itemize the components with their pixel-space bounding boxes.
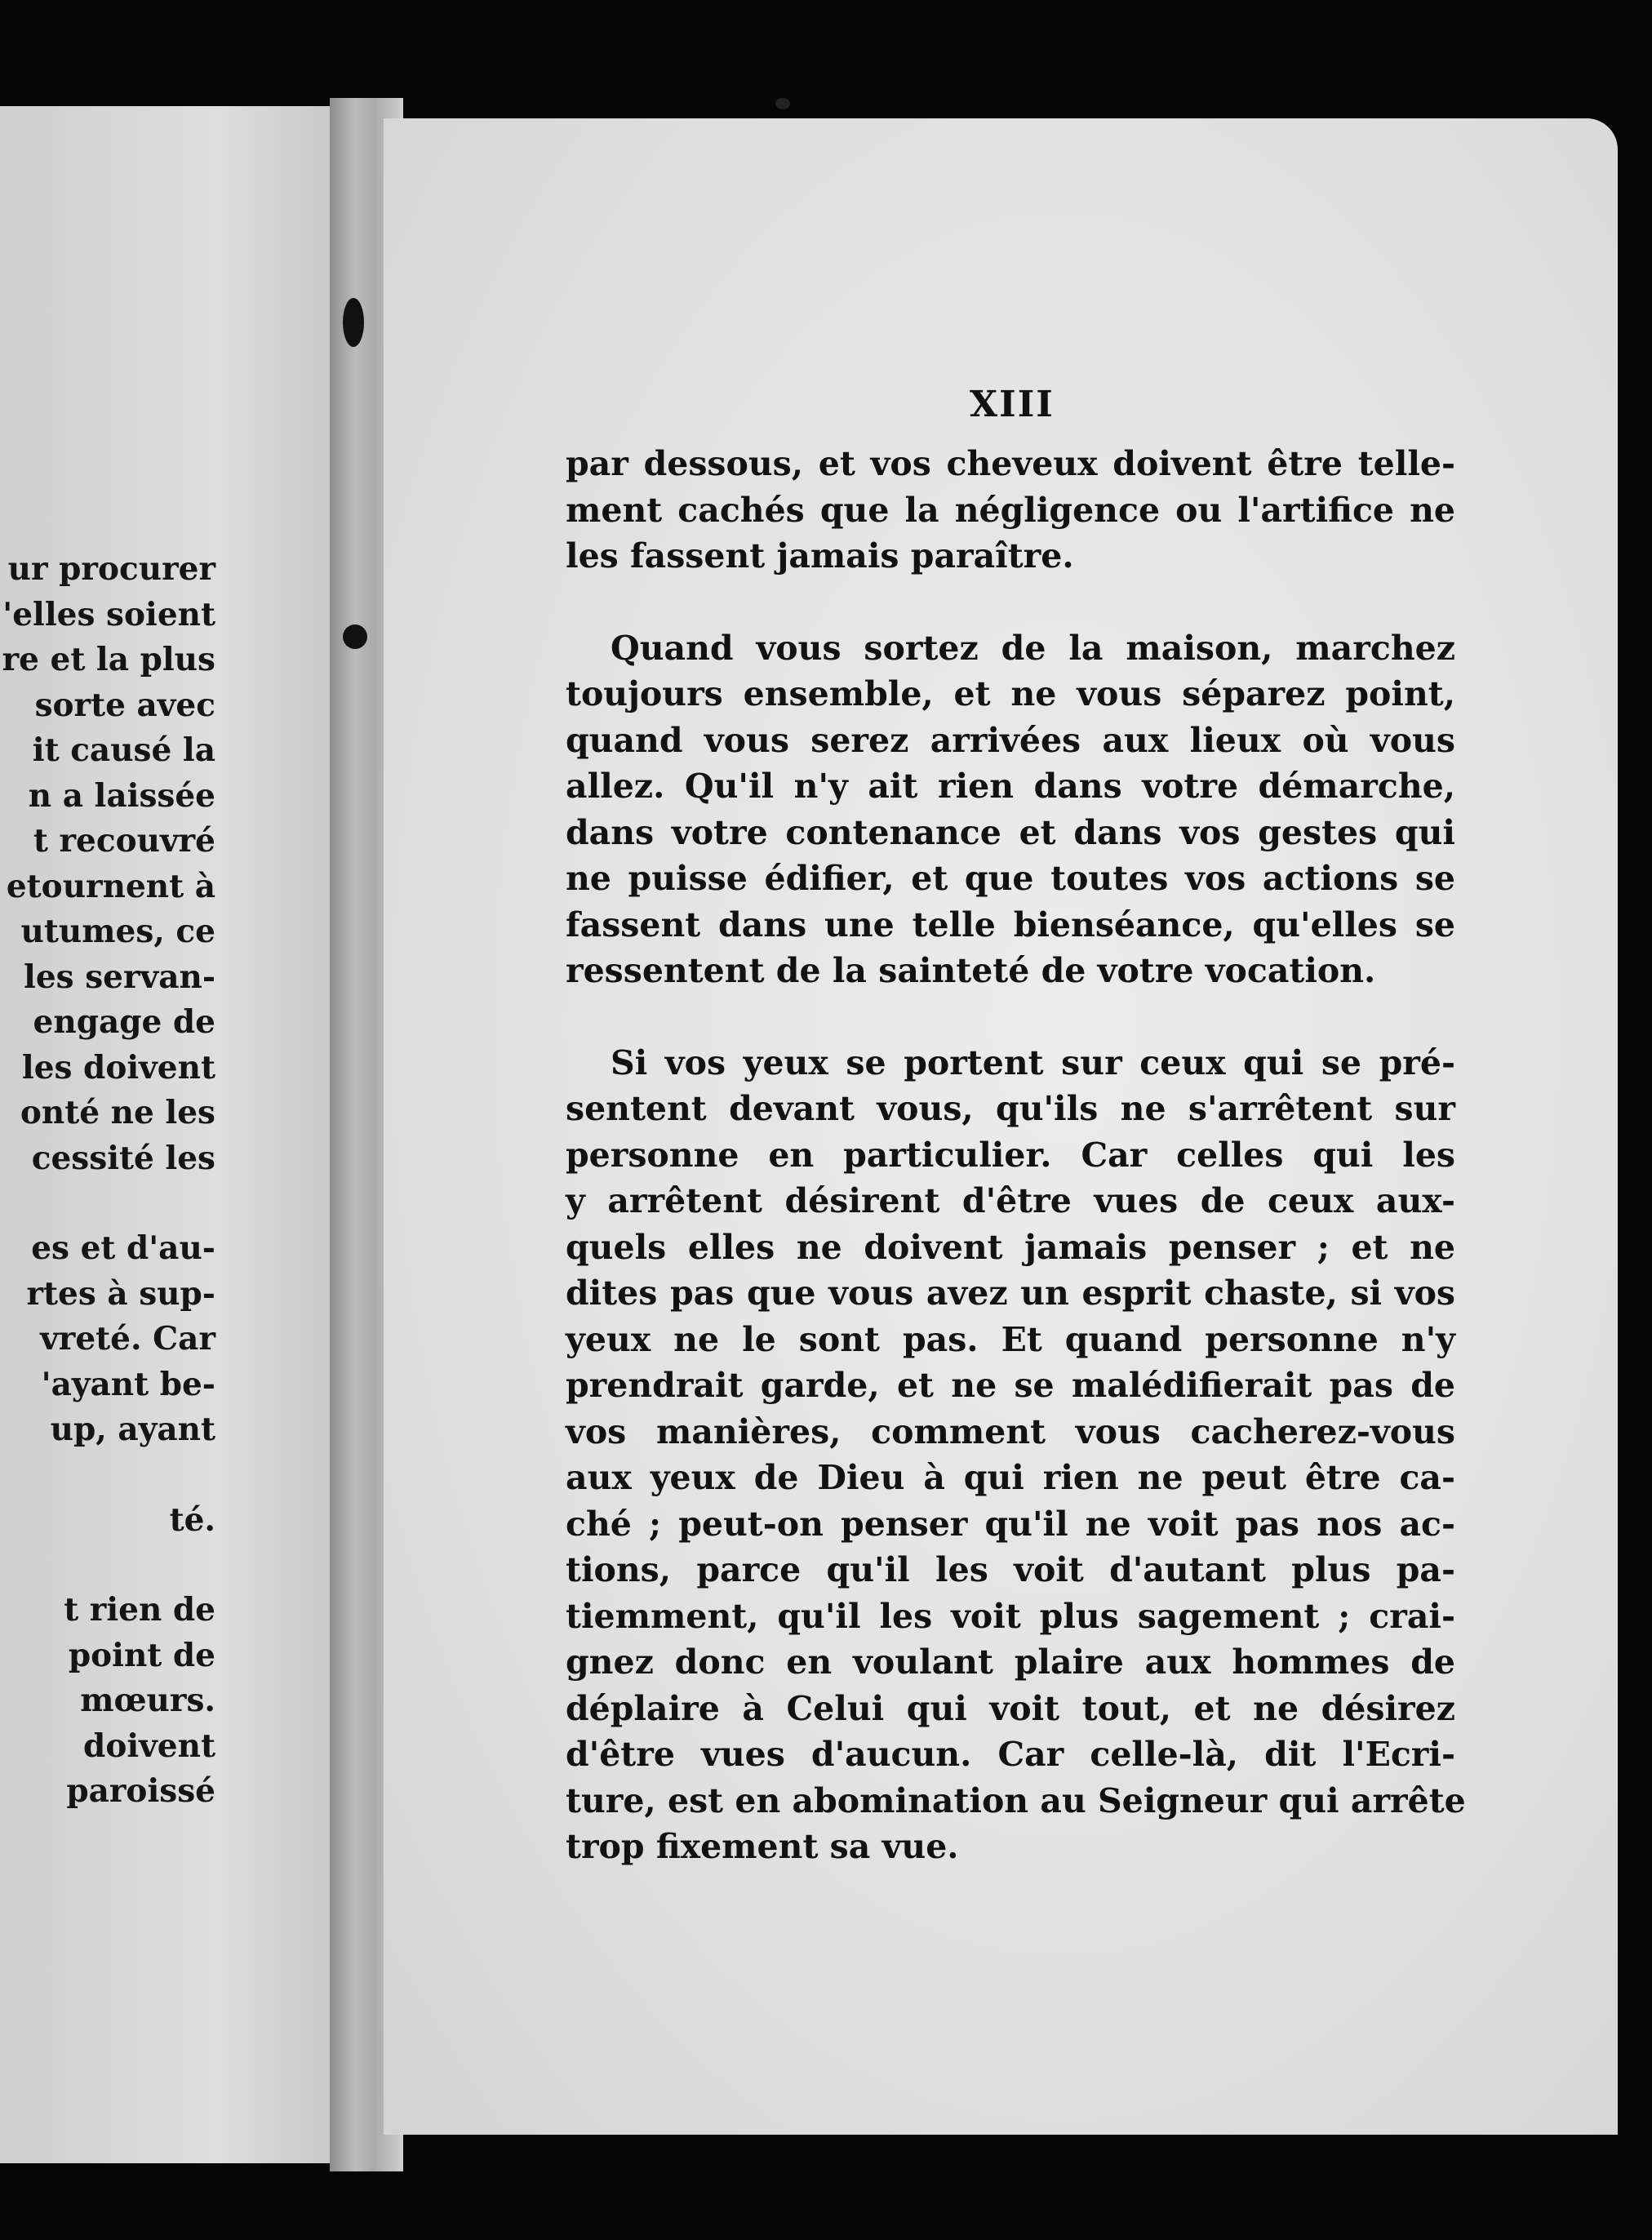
text-line: ressentent de la sainteté de votre vocation.	[566, 951, 1376, 990]
left-page-line: up, ayant	[50, 1411, 215, 1448]
text-line: tions, parce qu'il les voit d'autant plus pa-	[566, 1550, 1455, 1589]
text-line: dans votre contenance et dans vos gestes qui	[566, 812, 1455, 852]
text-line: trop fixement sa vue.	[566, 1827, 959, 1866]
text-line: Si vos yeux se portent sur ceux qui se pré-	[611, 1042, 1455, 1082]
page-number: XIII	[970, 384, 1055, 425]
text-line: allez. Qu'il n'y ait rien dans votre démarche,	[566, 767, 1455, 806]
left-page-line	[0, 1453, 215, 1498]
left-facing-page	[0, 106, 359, 2163]
left-page-line: it causé la	[32, 731, 215, 769]
binding-mark	[343, 624, 367, 649]
text-line: fassent dans une telle bienséance, qu'elles se	[566, 904, 1455, 944]
left-page-line: ur procurer	[7, 550, 215, 588]
left-page-line: re et la plus	[2, 641, 215, 678]
text-line: les fassent jamais paraître.	[566, 536, 1074, 576]
page-body	[566, 441, 1466, 1870]
text-line: ne puisse édifier, et que toutes vos actions se	[566, 859, 1455, 898]
left-page-line: doivent	[83, 1727, 215, 1765]
text-line: ment cachés que la négligence ou l'artifice ne	[566, 490, 1455, 530]
left-page-line	[0, 1181, 215, 1226]
paragraph	[566, 441, 1455, 580]
left-page-line: es et d'au-	[31, 1229, 215, 1267]
text-line: par dessous, et vos cheveux doivent être telle-	[566, 444, 1455, 483]
left-page-line: t recouvré	[33, 822, 215, 860]
text-line: personne en particulier. Car celles qui les	[566, 1135, 1455, 1175]
text-line: y arrêtent désirent d'être vues de ceux aux-	[566, 1181, 1455, 1220]
left-page-line: mœurs.	[80, 1682, 215, 1719]
left-page-line	[0, 1543, 215, 1588]
text-line: vos manières, comment vous cacherez-vous	[566, 1411, 1455, 1451]
text-line: gnez donc en voulant plaire aux hommes de	[566, 1642, 1455, 1682]
left-page-line: les servan-	[24, 958, 215, 996]
left-page-line: cessité les	[31, 1139, 215, 1177]
left-page-line: t rien de	[64, 1591, 215, 1629]
text-line: quels elles ne doivent jamais penser ; et ne	[566, 1227, 1455, 1267]
text-line: aux yeux de Dieu à qui rien ne peut être ca-	[566, 1458, 1455, 1497]
left-page-line: etournent à	[6, 867, 215, 905]
text-line: tiemment, qu'il les voit plus sagement ; crai-	[566, 1596, 1455, 1636]
left-page-text	[0, 547, 215, 1815]
left-page-line: 'ayant be-	[41, 1365, 215, 1403]
left-page-line: 'elles soient	[2, 595, 215, 633]
left-page-line: n a laissée	[28, 776, 215, 815]
left-page-line: té.	[169, 1500, 215, 1539]
text-line: quand vous serez arrivées aux lieux où vous	[566, 720, 1455, 760]
text-line: ture, est en abomination au Seigneur qui arrête	[566, 1780, 1466, 1820]
binding-mark	[343, 298, 364, 347]
left-page-line: engage de	[33, 1003, 215, 1041]
text-line: ché ; peut-on penser qu'il ne voit pas nos ac-	[566, 1504, 1455, 1544]
paragraph	[566, 1040, 1466, 1870]
dust-speck	[775, 98, 790, 109]
paragraph	[566, 625, 1455, 994]
text-line: dites pas que vous avez un esprit chaste, si vos	[566, 1273, 1455, 1313]
left-page-line: sorte avec	[34, 686, 215, 724]
text-line: Quand vous sortez de la maison, marchez	[611, 628, 1455, 668]
text-line: toujours ensemble, et ne vous séparez point,	[566, 674, 1455, 713]
left-page-line: onté ne les	[20, 1094, 215, 1131]
left-page-line: paroissé	[66, 1772, 215, 1810]
left-page-line: utumes, ce	[20, 913, 215, 950]
text-line: prendrait garde, et ne se malédifierait pas de	[566, 1366, 1455, 1405]
text-line: déplaire à Celui qui voit tout, et ne désirez	[566, 1688, 1455, 1728]
text-line: d'être vues d'aucun. Car celle-là, dit l'Ecri-	[566, 1735, 1455, 1774]
left-page-line: vreté. Car	[40, 1320, 215, 1358]
text-line: sentent devant vous, qu'ils ne s'arrêtent sur	[566, 1089, 1455, 1128]
left-page-line: point de	[68, 1636, 215, 1674]
left-page-line: les doivent	[21, 1048, 215, 1087]
left-page-line: rtes à sup-	[26, 1274, 215, 1313]
text-line: yeux ne le sont pas. Et quand personne n'y	[566, 1319, 1455, 1359]
